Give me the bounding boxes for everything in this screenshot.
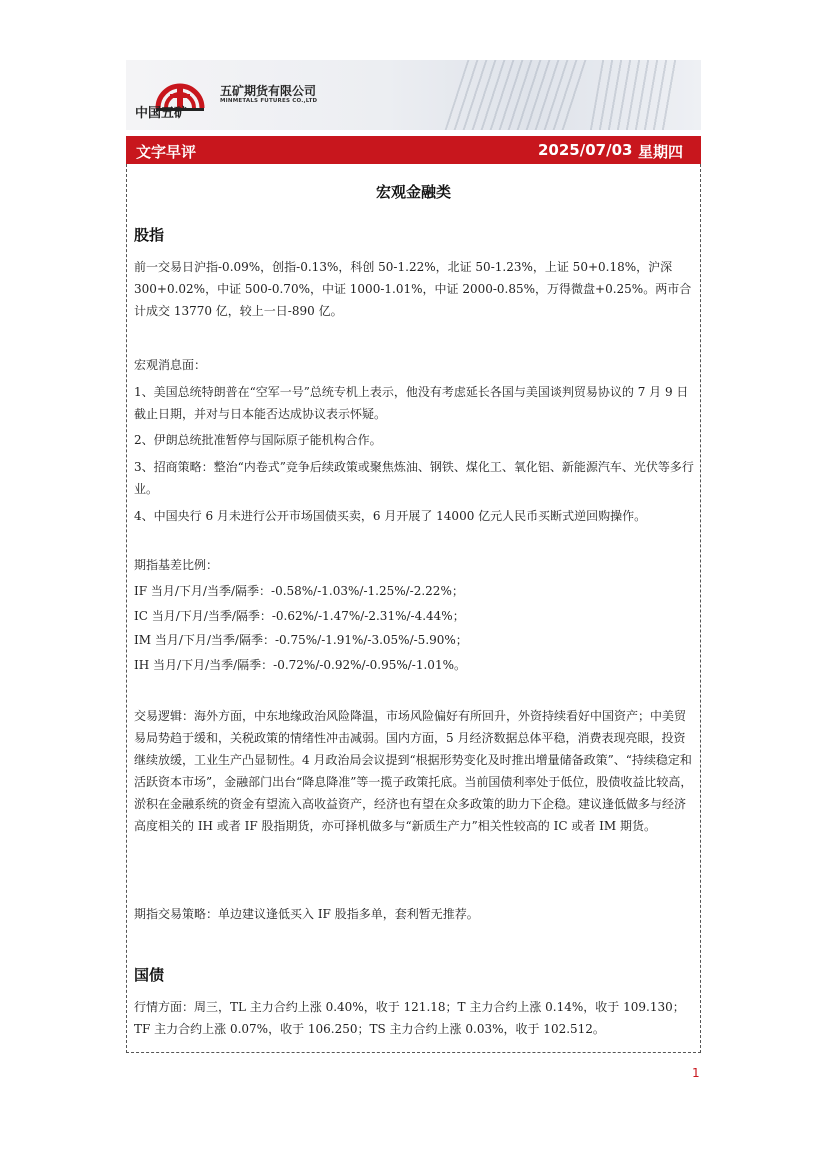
trading-logic: 交易逻辑：海外方面，中东地缘政治风险降温，市场风险偏好有所回升，外资持续看好中国资产；中美贸易局势趋于缓和，关税政策的情绪性冲击减弱。国内方面，5 月经济数据总体平稳，消费表现亮眼，投资继续放缓，工业生产凸显韧性。4 月政治局会议提到“根据形势变化及时推出增量储备政策”、“持续稳定和活跃资本市场”，金融部门出台“降息降准”等一揽子政策托底。当前国债利率处于低位，股债收益比较高，淤积在金融系统的资金有望流入高收益资产，经济也有望在众多政策的助力下企稳。建议逢低做多与经济高度相关的 IH 或者 IF 股指期货，亦可择机做多与“新质生产力”相关性较高的 IC 或者 IM 期货。 bbox=[134, 709, 693, 833]
basis-item: IC 当月/下月/当季/隔季：-0.62%/-1.47%/-2.31%/-4.44%； bbox=[134, 609, 465, 623]
basis-item: IF 当月/下月/当季/隔季：-0.58%/-1.03%/-1.25%/-2.22%； bbox=[134, 584, 464, 598]
bonds-market: 行情方面：周三，TL 主力合约上涨 0.40%，收于 121.18；T 主力合约上涨 0.14%，收于 109.130；TF 主力合约上涨 0.07%，收于 106.250；TS 主力合约上涨 0.03%，收于 102.512。 bbox=[134, 1000, 685, 1036]
section-title: 宏观金融类 bbox=[375, 183, 451, 201]
report-title-bar bbox=[126, 136, 701, 164]
company-name-en: MINMETALS FUTURES CO.,LTD bbox=[220, 98, 318, 104]
building-graphic bbox=[590, 60, 682, 130]
macro-news-label: 宏观消息面： bbox=[134, 358, 207, 372]
macro-news-item: 1、美国总统特朗普在“空军一号”总统专机上表示，他没有考虑延长各国与美国谈判贸易协议的 7 月 9 日截止日期，并对与日本能否达成协议表示怀疑。 bbox=[134, 385, 689, 421]
stock-index-summary: 前一交易日沪指-0.09%，创指-0.13%，科创 50-1.22%，北证 50-1.23%，上证 50+0.18%，沪深 300+0.02%，中证 500-0.70%，中证 1000-1.01%，中证 2000-0.85%，万得微盘+0.25%。两市合计成交 13770 亿，较上一日-890 亿。 bbox=[134, 260, 692, 318]
building-graphic bbox=[445, 60, 588, 130]
report-date: 2025/07/03 bbox=[538, 141, 633, 159]
trading-strategy: 期指交易策略：单边建议逢低买入 IF 股指多单，套利暂无推荐。 bbox=[134, 907, 479, 921]
report-type: 文字早评 bbox=[136, 143, 197, 161]
stock-index-heading: 股指 bbox=[134, 226, 165, 244]
company-name-cn: 五矿期货有限公司 bbox=[220, 84, 317, 98]
page-number: 1 bbox=[692, 1066, 700, 1080]
logo-text: 中国五矿 bbox=[134, 106, 187, 121]
bonds-heading: 国债 bbox=[134, 966, 165, 984]
basis-item: IM 当月/下月/当季/隔季：-0.75%/-1.91%/-3.05%/-5.90%； bbox=[134, 633, 468, 647]
macro-news-item: 4、中国央行 6 月未进行公开市场国债买卖，6 月开展了 14000 亿元人民币买断式逆回购操作。 bbox=[134, 509, 647, 523]
header-banner bbox=[126, 60, 701, 130]
basis-label: 期指基差比例： bbox=[134, 558, 219, 572]
basis-item: IH 当月/下月/当季/隔季：-0.72%/-0.92%/-0.95%/-1.01%。 bbox=[134, 658, 466, 672]
macro-news-item: 3、招商策略：整治“内卷式”竞争后续政策或聚焦炼油、钢铁、煤化工、氧化铝、新能源汽车、光伏等多行业。 bbox=[134, 460, 694, 496]
report-weekday: 星期四 bbox=[638, 143, 684, 161]
macro-news-item: 2、伊朗总统批准暂停与国际原子能机构合作。 bbox=[134, 433, 382, 447]
